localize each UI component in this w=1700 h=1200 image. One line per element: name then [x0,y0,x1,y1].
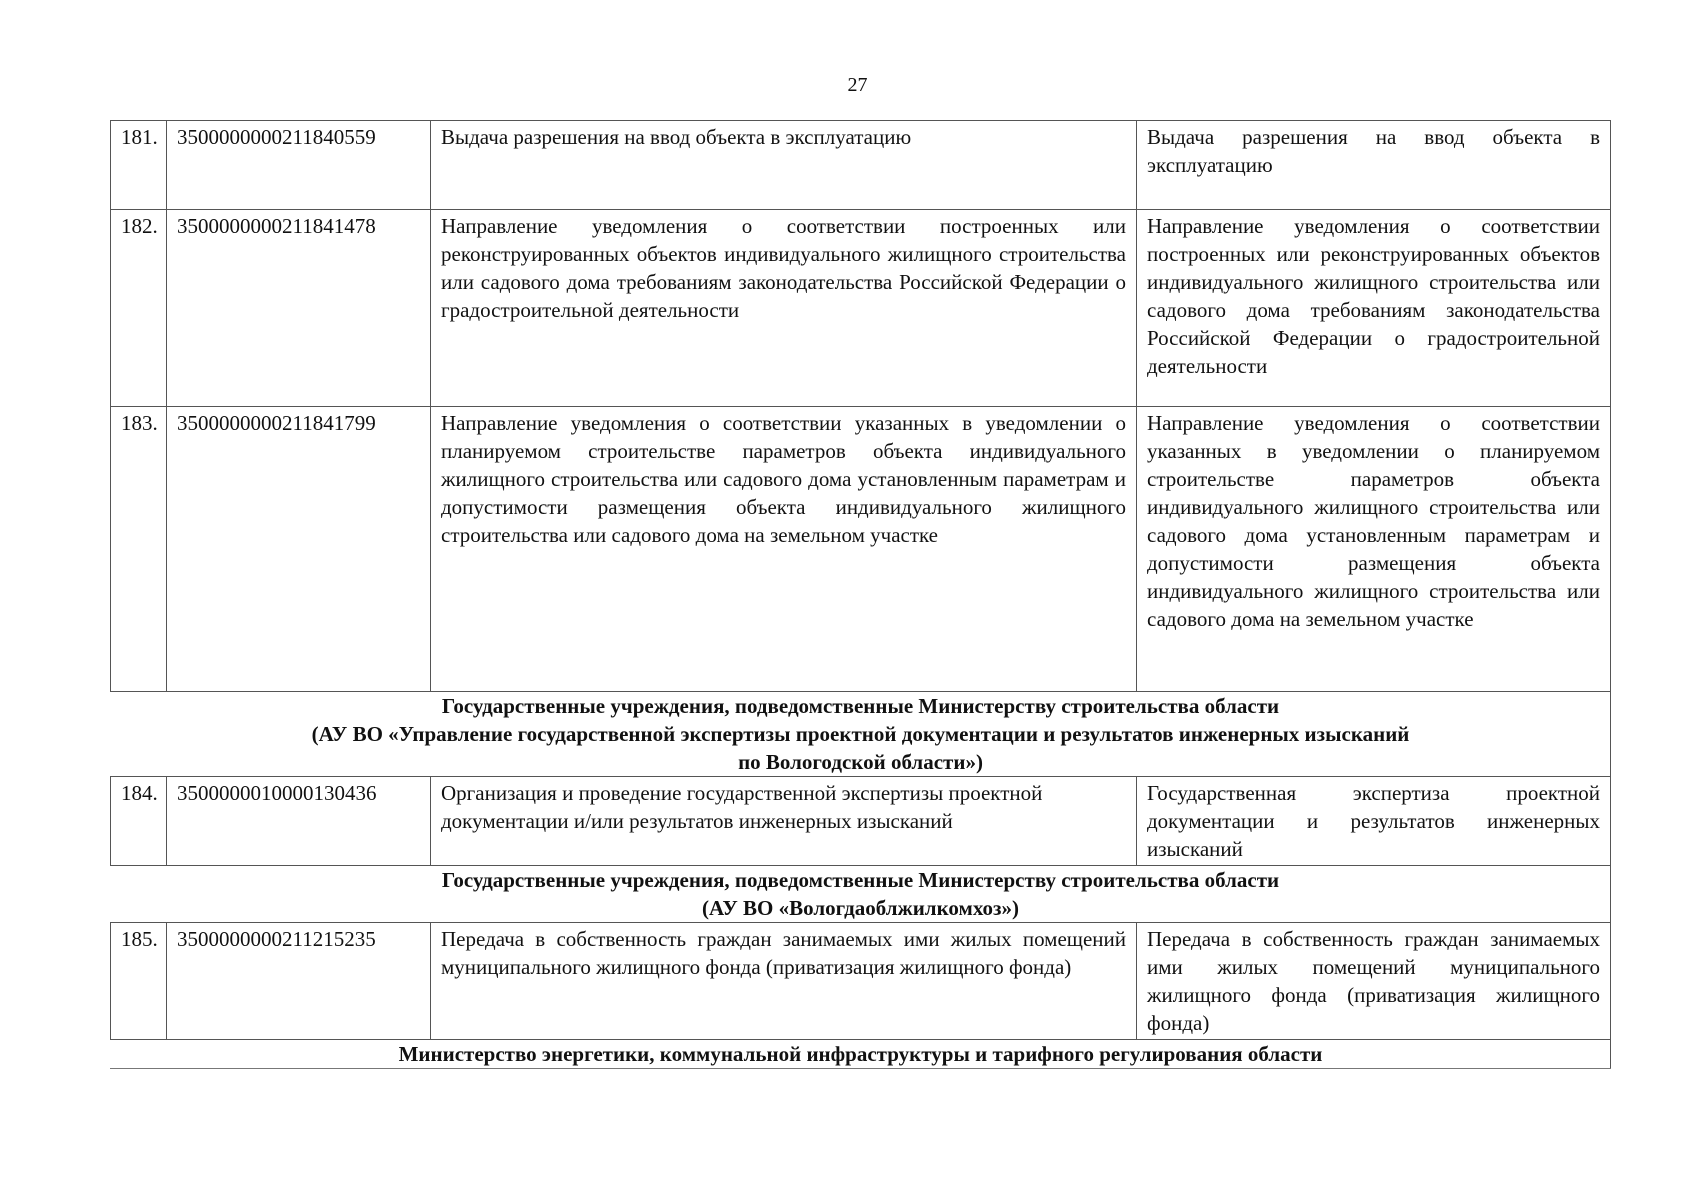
row-number: 185. [111,923,167,1040]
service-description: Направление уведомления о соответствии построенных или реконструированных объектов индивидуального жилищного строительства или садового дома требованиям законодательства Российской Федерации о градостроительной деятельности [431,210,1137,407]
section-header-cell [111,692,1611,777]
service-description: Выдача разрешения на ввод объекта в эксплуатацию [431,121,1137,210]
table-row [111,210,1611,407]
section-subtitle: (АУ ВО «Управление государственной экспертизы проектной документации и результатов инженерных изысканий [311,722,1410,746]
services-table [110,120,1611,1069]
service-description: Организация и проведение государственной экспертизы проектной документации и/или результатов инженерных изысканий [431,777,1137,866]
section-title: Государственные учреждения, подведомственные Министерству строительства области [441,868,1280,892]
section-subtitle: по Вологодской области») [738,750,983,774]
row-number: 181. [111,121,167,210]
table-row [111,777,1611,866]
section-title: Государственные учреждения, подведомственные Министерству строительства области [441,694,1280,718]
service-name: Государственная экспертиза проектной документации и результатов инженерных изысканий [1137,777,1611,866]
service-name: Направление уведомления о соответствии указанных в уведомлении о планируемом строительстве параметров объекта индивидуального жилищного строительства или садового дома установленным параметрам и допустимости размещения объекта индивидуального жилищного строительства или садового дома на земельном участке [1137,407,1611,692]
service-code: 3500000000211215235 [167,923,431,1040]
section-title: Министерство энергетики, коммунальной инфраструктуры и тарифного регулирования области [398,1042,1323,1066]
section-header-cell [111,866,1611,923]
service-code: 3500000010000130436 [167,777,431,866]
service-description: Направление уведомления о соответствии указанных в уведомлении о планируемом строительстве параметров объекта индивидуального жилищного строительства или садового дома установленным параметрам и допустимости размещения объекта индивидуального жилищного строительства или садового дома на земельном участке [431,407,1137,692]
service-name: Направление уведомления о соответствии построенных или реконструированных объектов индивидуального жилищного строительства или садового дома требованиям законодательства Российской Федерации о градостроительной деятельности [1137,210,1611,407]
section-subtitle: (АУ ВО «Вологдаоблжилкомхоз») [702,896,1019,920]
service-code: 3500000000211840559 [167,121,431,210]
table-row [111,923,1611,1040]
service-name: Выдача разрешения на ввод объекта в эксплуатацию [1137,121,1611,210]
service-name: Передача в собственность граждан занимаемых ими жилых помещений муниципального жилищного фонда (приватизация жилищного фонда) [1137,923,1611,1040]
table-row [111,407,1611,692]
page-number: 27 [847,74,868,96]
section-header-cell [111,1040,1611,1069]
row-number: 184. [111,777,167,866]
section-header [111,692,1611,777]
service-code: 3500000000211841799 [167,407,431,692]
section-header [111,866,1611,923]
section-header [111,1040,1611,1069]
service-description: Передача в собственность граждан занимаемых ими жилых помещений муниципального жилищного фонда (приватизация жилищного фонда) [431,923,1137,1040]
row-number: 182. [111,210,167,407]
table-row [111,121,1611,210]
service-code: 3500000000211841478 [167,210,431,407]
row-number: 183. [111,407,167,692]
